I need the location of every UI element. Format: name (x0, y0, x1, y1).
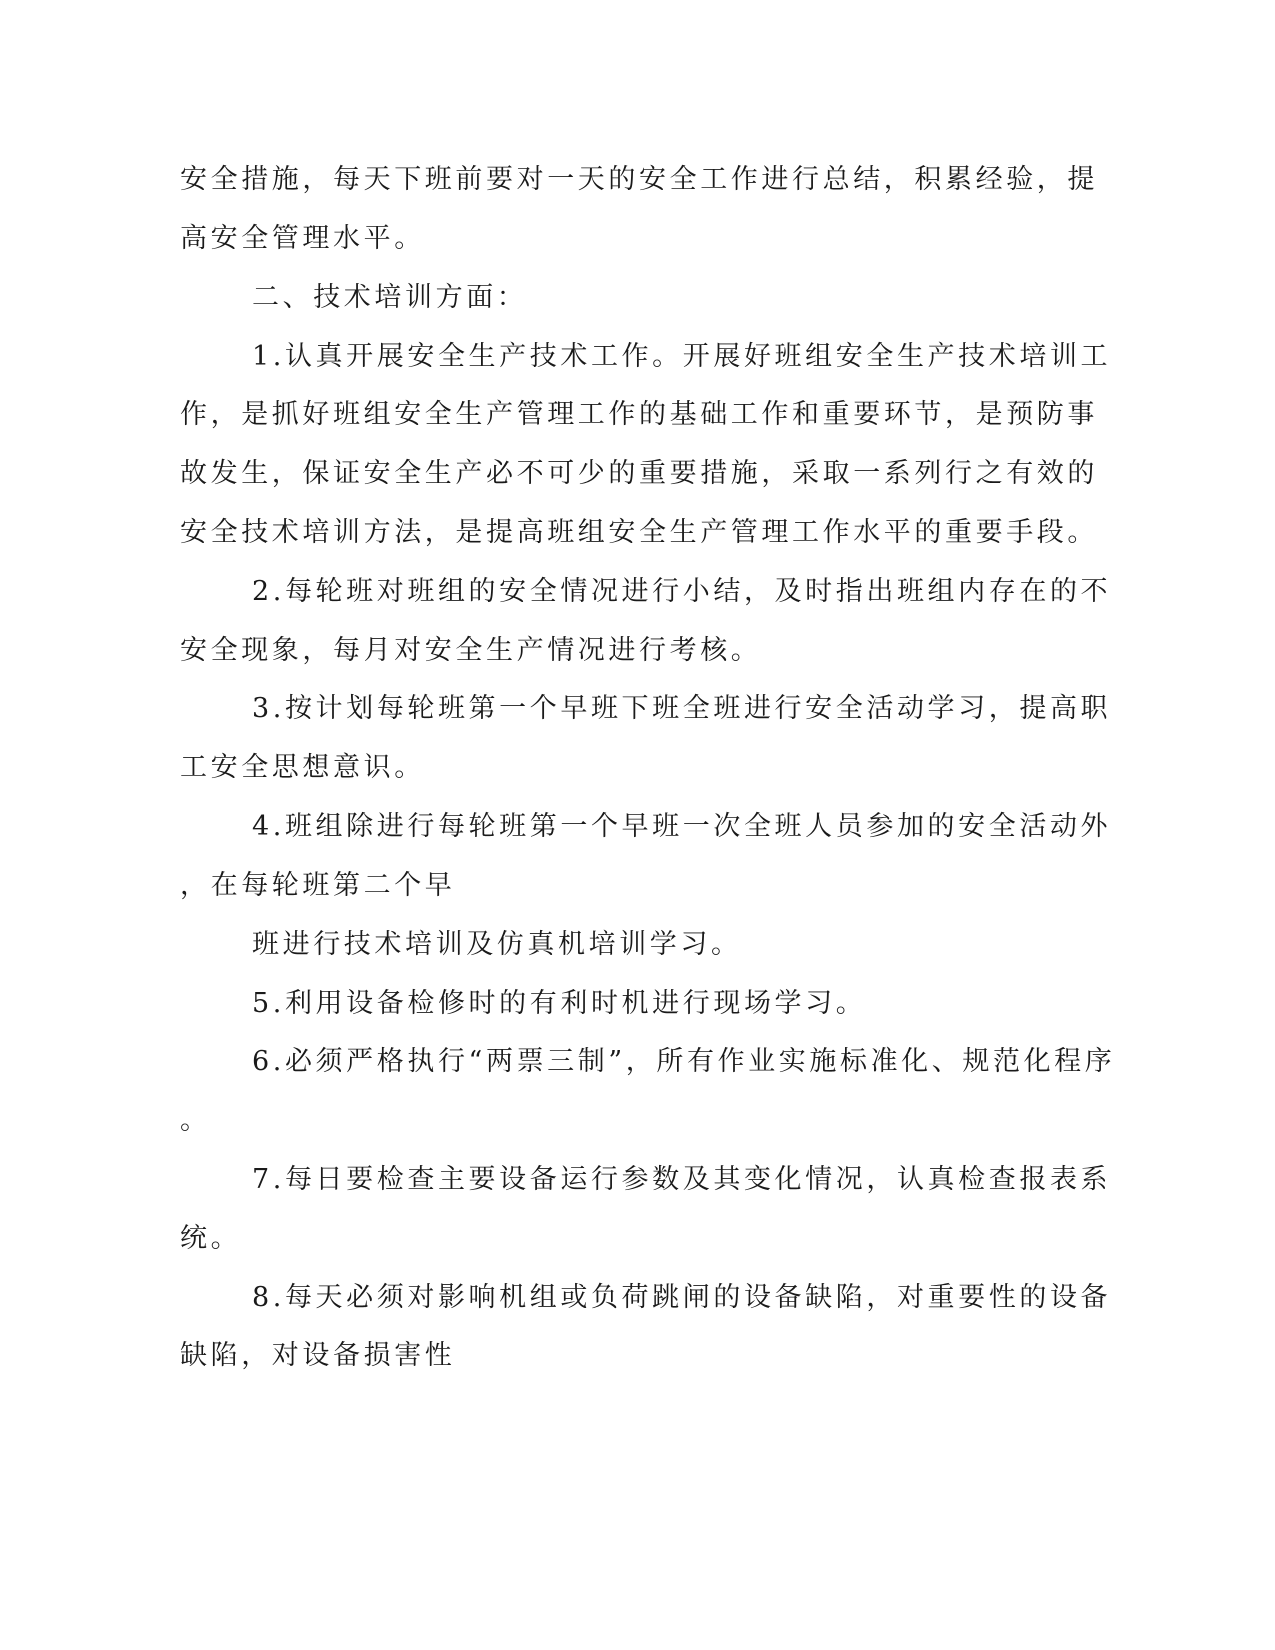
text-line: 安全现象，每月对安全生产情况进行考核。 (180, 635, 762, 666)
text-line: 。 (180, 1105, 211, 1136)
paragraph-line: 7.每日要检查主要设备运行参数及其变化情况，认真检查报表系 (252, 1164, 1112, 1195)
paragraph-line: 3.按计划每轮班第一个早班下班全班进行安全活动学习，提高职 (252, 693, 1112, 724)
paragraph-line: 5.利用设备检修时的有利时机进行现场学习。 (252, 988, 867, 1019)
text-line: 安全技术培训方法，是提高班组安全生产管理工作水平的重要手段。 (180, 517, 1098, 548)
text-line: 安全措施，每天下班前要对一天的安全工作进行总结，积累经验，提 (180, 164, 1098, 195)
text-line: ，在每轮班第二个早 (180, 870, 456, 901)
text-line: 缺陷，对设备损害性 (180, 1340, 456, 1371)
text-line: 统。 (180, 1223, 242, 1254)
text-line: 班进行技术培训及仿真机培训学习。 (252, 929, 742, 960)
paragraph-line: 8.每天必须对影响机组或负荷跳闸的设备缺陷，对重要性的设备 (252, 1282, 1112, 1313)
text-line: 工安全思想意识。 (180, 752, 425, 783)
text-line: 故发生，保证安全生产必不可少的重要措施，采取一系列行之有效的 (180, 458, 1098, 489)
paragraph-line: 4.班组除进行每轮班第一个早班一次全班人员参加的安全活动外 (252, 811, 1112, 842)
text-line: 作，是抓好班组安全生产管理工作的基础工作和重要环节，是预防事 (180, 399, 1098, 430)
paragraph-line: 2.每轮班对班组的安全情况进行小结，及时指出班组内存在的不 (252, 576, 1112, 607)
paragraph-line: 1.认真开展安全生产技术工作。开展好班组安全生产技术培训工 (252, 341, 1112, 372)
text-line: 高安全管理水平。 (180, 223, 425, 254)
section-heading: 二、技术培训方面： (252, 282, 528, 313)
paragraph-line: 6.必须严格执行“两票三制”，所有作业实施标准化、规范化程序 (252, 1046, 1116, 1077)
